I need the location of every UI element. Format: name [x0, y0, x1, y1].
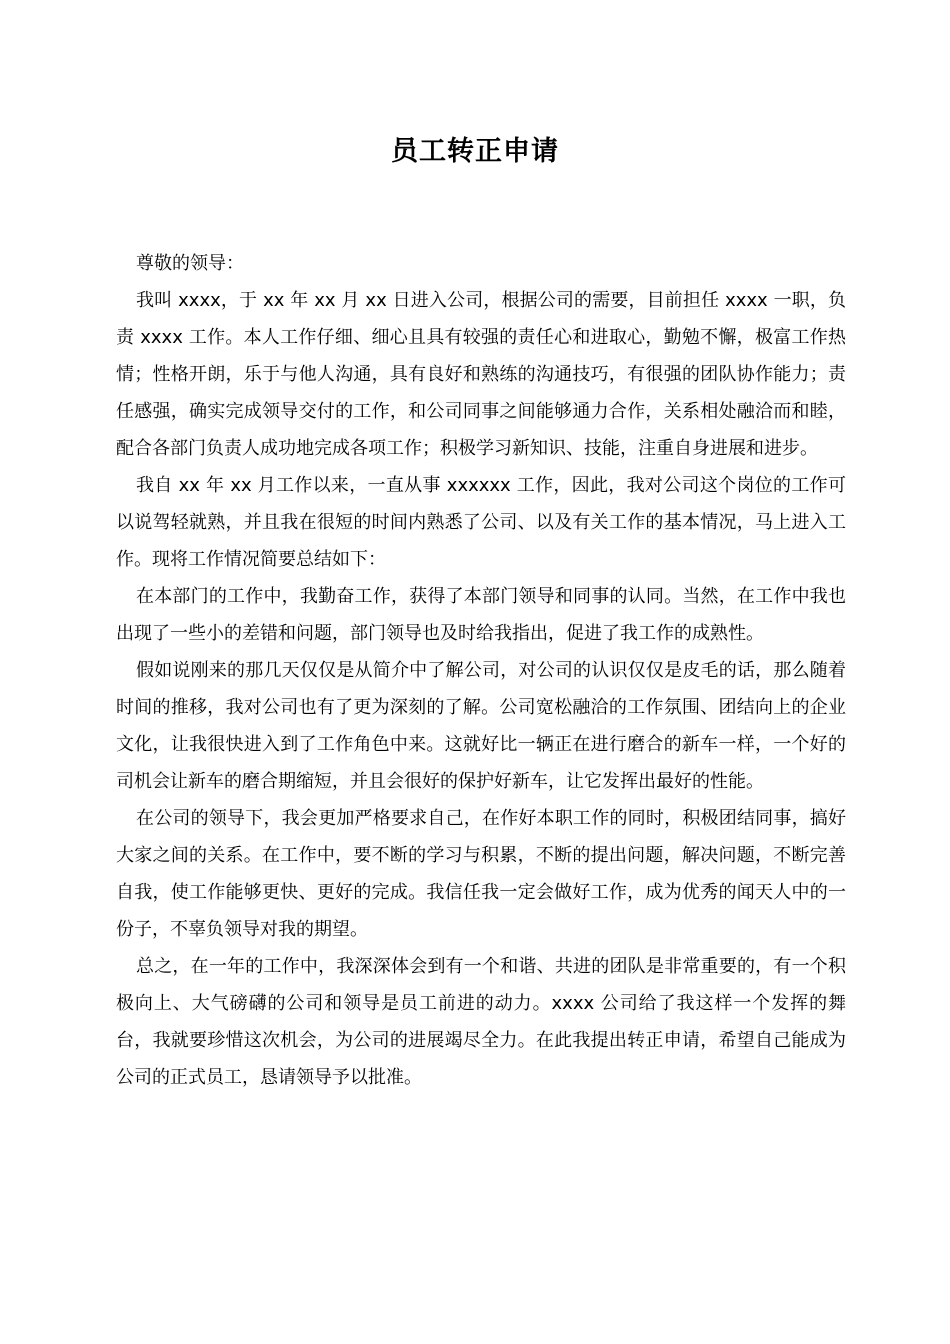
- salutation: 尊敬的领导：: [136, 253, 244, 274]
- paragraph: 在本部门的工作中，我勤奋工作，获得了本部门领导和同事的认同。当然，在工作中我也出现了一些小的差错和问题，部门领导也及时给我指出，促进了我工作的成熟性。: [116, 586, 846, 644]
- paragraph: 总之，在一年的工作中，我深深体会到有一个和谐、共进的团队是非常重要的，有一个积极向上、大气磅礴的公司和领导是员工前进的动力。xxxx 公司给了我这样一个发挥的舞台，我就要珍惜这次机会，为公司的进展竭尽全力。在此我提出转正申请，希望自己能成为公司的正式员工，恳请领导予以批准。: [116, 956, 846, 1088]
- document-body: [116, 245, 846, 1096]
- paragraph: 我自 xx 年 xx 月工作以来，一直从事 xxxxxx 工作，因此，我对公司这个岗位的工作可以说驾轻就熟，并且我在很短的时间内熟悉了公司、以及有关工作的基本情况，马上进入工作。现将工作情况简要总结如下：: [116, 475, 846, 570]
- paragraph: 假如说刚来的那几天仅仅是从简介中了解公司，对公司的认识仅仅是皮毛的话，那么随着时间的推移，我对公司也有了更为深刻的了解。公司宽松融洽的工作氛围、团结向上的企业文化，让我很快进入到了工作角色中来。这就好比一辆正在进行磨合的新车一样，一个好的司机会让新车的磨合期缩短，并且会很好的保护好新车，让它发挥出最好的性能。: [116, 660, 846, 792]
- paragraph: 在公司的领导下，我会更加严格要求自己，在作好本职工作的同时，积极团结同事，搞好大家之间的关系。在工作中，要不断的学习与积累，不断的提出问题，解决问题，不断完善自我，使工作能够更快、更好的完成。我信任我一定会做好工作，成为优秀的闻天人中的一份子，不辜负领导对我的期望。: [116, 808, 846, 940]
- document-title: 员工转正申请: [391, 136, 559, 167]
- paragraph: 我叫 xxxx，于 xx 年 xx 月 xx 日进入公司，根据公司的需要，目前担任 xxxx 一职，负责 xxxx 工作。本人工作仔细、细心且具有较强的责任心和进取心，勤勉不懈，极富工作热情；性格开朗，乐于与他人沟通，具有良好和熟练的沟通技巧，有很强的团队协作能力；责任感强，确实完成领导交付的工作，和公司同事之间能够通力合作，关系相处融洽而和睦，配合各部门负责人成功地完成各项工作；积极学习新知识、技能，注重自身进展和进步。: [116, 290, 846, 459]
